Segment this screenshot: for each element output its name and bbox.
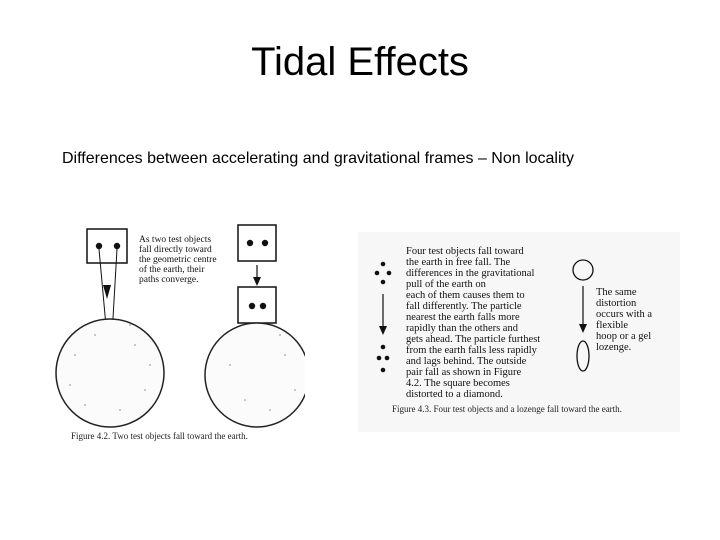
right-text-line: differences in the gravitational xyxy=(406,268,535,279)
test-object-dot xyxy=(249,303,255,309)
right-text-line: Four test objects fall toward xyxy=(406,246,524,257)
left-annotation-line: fall directly toward xyxy=(139,245,212,255)
left-annotation-line: As two test objects xyxy=(139,235,212,245)
right-text-line: each of them causes them to xyxy=(406,290,525,301)
right-text-line: pair fall as shown in Figure xyxy=(406,367,522,378)
test-object-frame-bottom xyxy=(238,287,276,323)
side-text-line: distortion xyxy=(596,298,637,309)
right-text-line: pull of the earth on xyxy=(406,279,486,290)
right-text-line: rapidly than the others and xyxy=(406,323,518,334)
figure-tidal-distortion xyxy=(358,232,680,432)
figure-right-caption: Figure 4.3. Four test objects and a lozenge fall toward the earth. xyxy=(392,404,622,414)
right-text-line: distorted to a diamond. xyxy=(406,389,503,400)
figure-converging-paths-svg xyxy=(55,215,305,450)
right-text-line: the earth in free fall. The xyxy=(406,257,511,268)
test-object-frame-left xyxy=(87,229,127,263)
right-text-line: and lags behind. The outside xyxy=(406,356,527,367)
right-text-line: fall differently. The particle xyxy=(406,301,522,312)
test-object-dot xyxy=(114,243,120,249)
side-text-line: lozenge. xyxy=(596,342,632,353)
slide-title: Tidal Effects xyxy=(251,40,469,84)
test-object-dot xyxy=(247,240,253,246)
side-text-line: hoop or a gel xyxy=(596,331,652,342)
test-object-frame-top xyxy=(238,225,276,261)
arrowhead-icon xyxy=(103,285,111,299)
figure-tidal-distortion-svg xyxy=(358,232,680,432)
figure-left-caption: Figure 4.2. Two test objects fall toward the earth. xyxy=(71,431,248,441)
left-annotation-line: of the earth, their xyxy=(139,265,205,275)
earth-circle-left xyxy=(56,319,164,427)
slide-subtitle: Differences between accelerating and gravitational frames – Non locality xyxy=(62,150,574,167)
side-text-line: The same xyxy=(596,287,637,298)
side-text-line: occurs with a xyxy=(596,309,652,320)
test-object-dot xyxy=(262,240,268,246)
right-text-line: 4.2. The square becomes xyxy=(406,378,510,389)
left-annotation-line: paths converge. xyxy=(139,275,199,285)
test-object-dot xyxy=(96,243,102,249)
left-annotation-line: the geometric centre xyxy=(139,255,217,265)
earth-circle-right xyxy=(205,323,305,427)
figure-converging-paths xyxy=(55,215,305,450)
test-object-dot xyxy=(260,303,266,309)
right-text-line: from the earth falls less rapidly xyxy=(406,345,537,356)
arrowhead-icon xyxy=(253,277,261,286)
right-text-line: nearest the earth falls more xyxy=(406,312,520,323)
left-annotation xyxy=(139,235,217,285)
side-text-line: flexible xyxy=(596,320,629,331)
right-text-line: gets ahead. The particle furthest xyxy=(406,334,541,345)
